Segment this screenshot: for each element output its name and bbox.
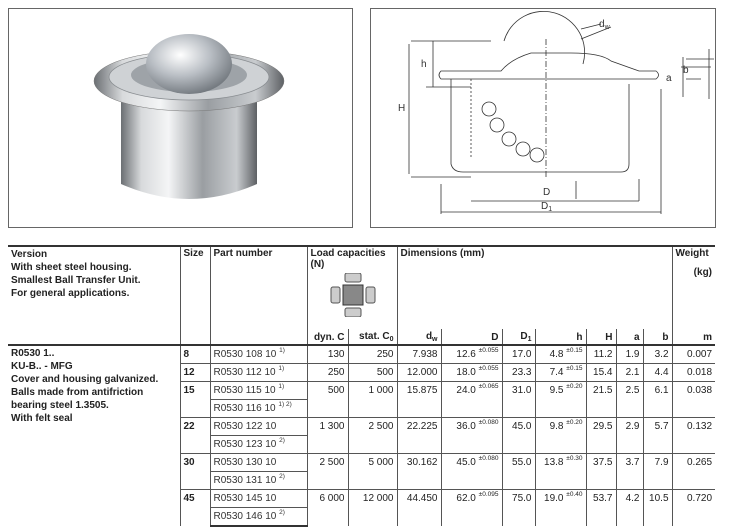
dimensions-header: Dimensions (mm) xyxy=(397,246,672,329)
size-cell: 8 xyxy=(180,345,210,364)
b-cell: 10.5 xyxy=(643,490,672,527)
version-description: R0530 1.. KU-B.. - MFG Cover and housing galvanized. Balls made from antifriction bearing steel 1.3505. With felt seal xyxy=(8,345,180,526)
h-cell: 4.8 $^{\pm 0.15}$ xyxy=(535,345,586,364)
stat-c0-cell: 500 xyxy=(348,364,397,382)
dw-cell: 7.938 xyxy=(397,345,441,364)
dw-cell: 15.875 xyxy=(397,382,441,418)
D1-cell: 17.0 xyxy=(502,345,535,364)
weight-cell: 0.038 xyxy=(672,382,715,418)
D1-cell: 45.0 xyxy=(502,418,535,454)
D1-cell: 55.0 xyxy=(502,454,535,490)
label-dw: $d_w$ xyxy=(599,19,610,31)
spec-table xyxy=(8,245,715,527)
part-number-cell: R0530 112 10 $^{1)}$ xyxy=(210,364,307,382)
product-photo xyxy=(8,8,353,228)
part-number-cell: R0530 131 10 $^{2)}$ xyxy=(210,472,307,490)
dyn-c-cell: 250 xyxy=(307,364,348,382)
m-header: m xyxy=(672,329,715,345)
D-cell: 12.6 $^{\pm 0.055}$ xyxy=(441,345,502,364)
dw-cell: 44.450 xyxy=(397,490,441,527)
H-cell: 21.5 xyxy=(586,382,616,418)
D1-cell: 31.0 xyxy=(502,382,535,418)
size-cell: 12 xyxy=(180,364,210,382)
h-cell: 13.8 $^{\pm 0.30}$ xyxy=(535,454,586,490)
D1-cell: 75.0 xyxy=(502,490,535,527)
stat-c0-cell: 250 xyxy=(348,345,397,364)
b-cell: 3.2 xyxy=(643,345,672,364)
dw-header: $d_w$ xyxy=(397,329,441,345)
label-a: a xyxy=(666,73,672,84)
stat-c0-cell: 5 000 xyxy=(348,454,397,490)
load-capacities-header: Load capacities (N) xyxy=(307,246,397,329)
h-cell: 9.5 $^{\pm 0.20}$ xyxy=(535,382,586,418)
load-direction-icon xyxy=(323,273,383,317)
part-number-cell: R0530 146 10 $^{2)}$ xyxy=(210,508,307,527)
D1-header: $D_1$ xyxy=(502,329,535,345)
dyn-c-cell: 130 xyxy=(307,345,348,364)
size-cell: 45 xyxy=(180,490,210,527)
version-header: Version With sheet steel housing. Smallest Ball Transfer Unit. For general applications. xyxy=(8,246,180,345)
dyn-c-cell: 1 300 xyxy=(307,418,348,454)
D1-cell: 23.3 xyxy=(502,364,535,382)
b-cell: 7.9 xyxy=(643,454,672,490)
weight-cell: 0.007 xyxy=(672,345,715,364)
weight-cell: 0.018 xyxy=(672,364,715,382)
H-header: H xyxy=(586,329,616,345)
dw-cell: 12.000 xyxy=(397,364,441,382)
H-cell: 37.5 xyxy=(586,454,616,490)
dw-cell: 30.162 xyxy=(397,454,441,490)
part-number-cell: R0530 122 10 xyxy=(210,418,307,436)
D-cell: 18.0 $^{\pm 0.055}$ xyxy=(441,364,502,382)
H-cell: 15.4 xyxy=(586,364,616,382)
stat-c0-cell: 2 500 xyxy=(348,418,397,454)
weight-cell: 0.132 xyxy=(672,418,715,454)
label-D: D xyxy=(543,187,551,198)
b-header: b xyxy=(643,329,672,345)
h-cell: 9.8 $^{\pm 0.20}$ xyxy=(535,418,586,454)
part-number-cell: R0530 108 10 $^{1)}$ xyxy=(210,345,307,364)
weight-header: Weight (kg) xyxy=(672,246,715,329)
H-cell: 53.7 xyxy=(586,490,616,527)
weight-cell: 0.265 xyxy=(672,454,715,490)
b-cell: 6.1 xyxy=(643,382,672,418)
label-D1: $D_1$ xyxy=(541,201,553,213)
weight-cell: 0.720 xyxy=(672,490,715,527)
part-number-cell: R0530 130 10 xyxy=(210,454,307,472)
size-cell: 15 xyxy=(180,382,210,418)
size-cell: 30 xyxy=(180,454,210,490)
h-cell: 7.4 $^{\pm 0.15}$ xyxy=(535,364,586,382)
b-cell: 5.7 xyxy=(643,418,672,454)
a-cell: 1.9 xyxy=(616,345,643,364)
part-number-cell: R0530 116 10 $^{1) 2)}$ xyxy=(210,400,307,418)
dyn-c-header: dyn. C xyxy=(307,329,348,345)
label-H: H xyxy=(398,103,406,114)
D-cell: 62.0 $^{\pm 0.095}$ xyxy=(441,490,502,527)
label-b: b xyxy=(683,65,689,76)
dimension-drawing xyxy=(370,8,716,228)
a-cell: 2.1 xyxy=(616,364,643,382)
label-h: h xyxy=(421,59,427,70)
a-header: a xyxy=(616,329,643,345)
D-cell: 24.0 $^{\pm 0.065}$ xyxy=(441,382,502,418)
a-cell: 3.7 xyxy=(616,454,643,490)
H-cell: 11.2 xyxy=(586,345,616,364)
part-number-cell: R0530 145 10 xyxy=(210,490,307,508)
D-cell: 36.0 $^{\pm 0.080}$ xyxy=(441,418,502,454)
part-number-header: Part number xyxy=(210,246,307,345)
D-cell: 45.0 $^{\pm 0.080}$ xyxy=(441,454,502,490)
dyn-c-cell: 6 000 xyxy=(307,490,348,527)
table-row xyxy=(8,345,715,364)
a-cell: 4.2 xyxy=(616,490,643,527)
a-cell: 2.5 xyxy=(616,382,643,418)
dyn-c-cell: 500 xyxy=(307,382,348,418)
part-number-cell: R0530 123 10 $^{2)}$ xyxy=(210,436,307,454)
stat-c0-cell: 12 000 xyxy=(348,490,397,527)
a-cell: 2.9 xyxy=(616,418,643,454)
part-number-cell: R0530 115 10 $^{1)}$ xyxy=(210,382,307,400)
stat-c0-cell: 1 000 xyxy=(348,382,397,418)
h-header: h xyxy=(535,329,586,345)
D-header: D xyxy=(441,329,502,345)
stat-c0-header: stat. $C_0$ xyxy=(348,329,397,345)
dw-cell: 22.225 xyxy=(397,418,441,454)
dyn-c-cell: 2 500 xyxy=(307,454,348,490)
size-cell: 22 xyxy=(180,418,210,454)
H-cell: 29.5 xyxy=(586,418,616,454)
size-header: Size xyxy=(180,246,210,345)
h-cell: 19.0 $^{\pm 0.40}$ xyxy=(535,490,586,527)
b-cell: 4.4 xyxy=(643,364,672,382)
